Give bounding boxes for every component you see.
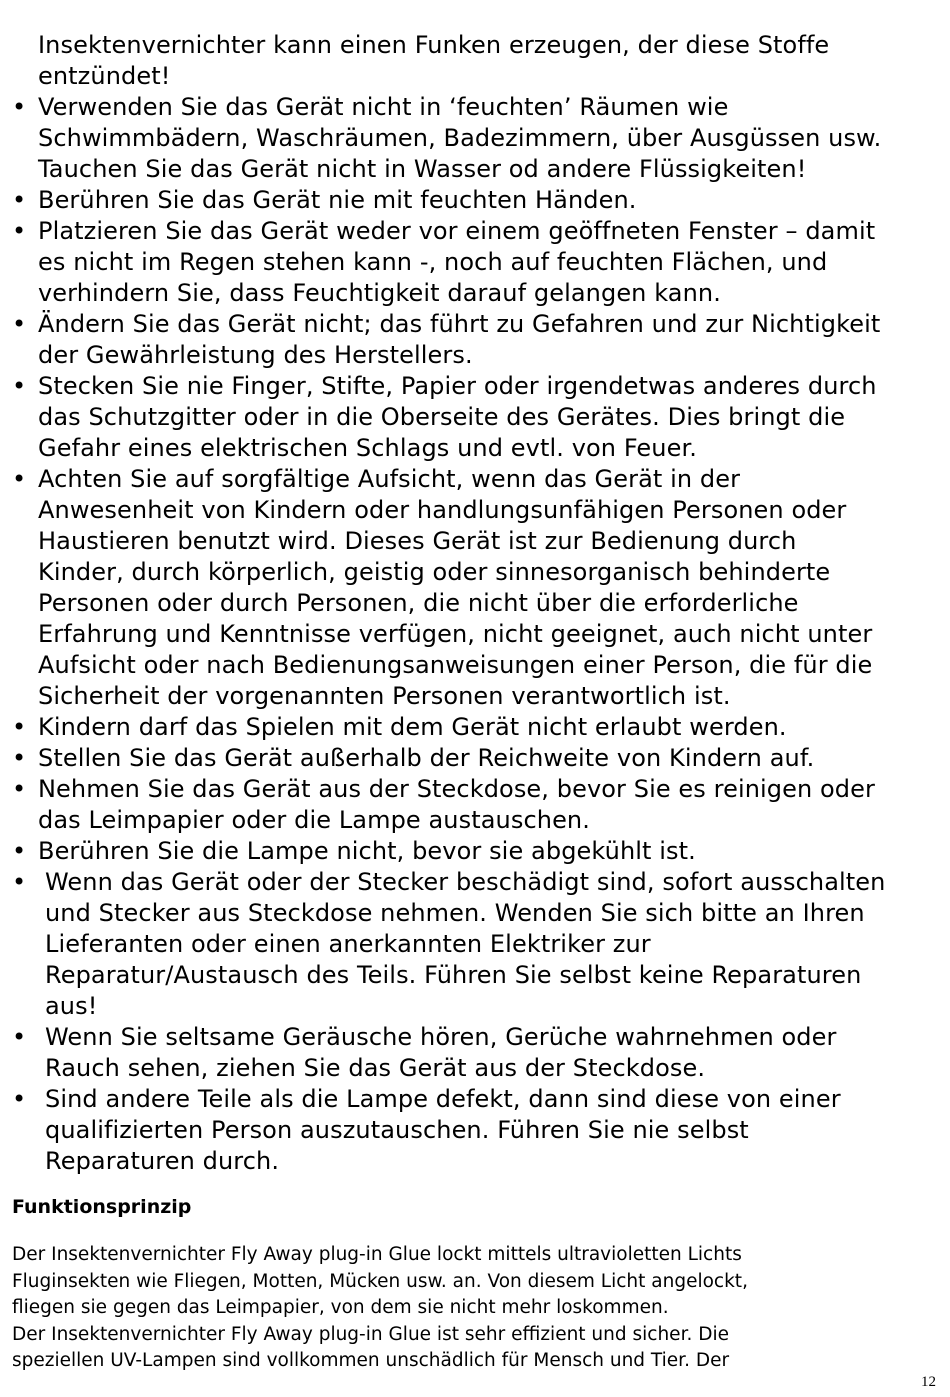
section-heading: Funktionsprinzip bbox=[12, 1196, 192, 1218]
bullet-marker: • bbox=[12, 372, 27, 400]
page-number: 12 bbox=[921, 1374, 936, 1390]
list-item bbox=[12, 185, 937, 216]
bullet-marker: • bbox=[12, 775, 27, 803]
bullet-marker: • bbox=[12, 1085, 27, 1113]
list-item bbox=[12, 712, 937, 743]
list-item bbox=[12, 371, 937, 464]
list-item-text: Kindern darf das Spielen mit dem Gerät nicht erlaubt werden. bbox=[38, 713, 787, 741]
bullet-marker: • bbox=[12, 93, 27, 121]
list-item bbox=[12, 92, 937, 185]
bullet-marker: • bbox=[12, 310, 27, 338]
list-item-text: Berühren Sie die Lampe nicht, bevor sie abgekühlt ist. bbox=[38, 837, 696, 865]
bullet-marker: • bbox=[12, 217, 27, 245]
list-item bbox=[12, 1084, 937, 1177]
list-item-text: Verwenden Sie das Gerät nicht in ‘feuchten’ Räumen wie Schwimmbädern, Waschräumen, Badezimmern, über Ausgüssen usw. Tauchen Sie das Gerät nicht in Wasser od andere Flüssigkeiten! bbox=[38, 93, 882, 183]
bullet-marker: • bbox=[12, 186, 27, 214]
list-item-text: Insektenvernichter kann einen Funken erzeugen, der diese Stoffe entzündet! bbox=[38, 31, 830, 90]
list-item bbox=[12, 743, 937, 774]
list-item-text: Stellen Sie das Gerät außerhalb der Reichweite von Kindern auf. bbox=[38, 744, 815, 772]
bullet-marker: • bbox=[12, 1023, 27, 1051]
safety-bullet-list bbox=[12, 30, 937, 1177]
list-item bbox=[12, 216, 937, 309]
bullet-marker: • bbox=[12, 744, 27, 772]
list-item bbox=[12, 464, 937, 712]
list-item-text: Achten Sie auf sorgfältige Aufsicht, wenn das Gerät in der Anwesenheit von Kindern oder handlungsunfähigen Personen oder Haustieren benutzt wird. Dieses Gerät ist zur Bedienung durch Kinder, durch körperlich, geistig oder sinnesorganisch behinderte Personen oder durch Personen, die nicht über die erforderliche Erfahrung und Kenntnisse verfügen, nicht geeignet, auch nicht unter Aufsicht oder nach Bedienungsanweisungen einer Person, die für die Sicherheit der vorgenannten Personen verantwortlich ist. bbox=[38, 465, 873, 710]
list-item-text: Ändern Sie das Gerät nicht; das führt zu Gefahren und zur Nichtigkeit der Gewährleistung des Herstellers. bbox=[38, 310, 881, 369]
bullet-marker: • bbox=[12, 868, 27, 896]
list-item-text: Wenn Sie seltsame Geräusche hören, Gerüche wahrnehmen oder Rauch sehen, ziehen Sie das Gerät aus der Steckdose. bbox=[45, 1023, 837, 1082]
list-item bbox=[12, 309, 937, 371]
list-item bbox=[12, 836, 937, 867]
bullet-marker: • bbox=[12, 465, 27, 493]
list-item-text: Stecken Sie nie Finger, Stifte, Papier oder irgendetwas anderes durch das Schutzgitter oder in die Oberseite des Gerätes. Dies bringt die Gefahr eines elektrischen Schlags und evtl. von Feuer. bbox=[38, 372, 877, 462]
list-item bbox=[12, 1022, 937, 1084]
section-body: Der Insektenvernichter Fly Away plug-in Glue lockt mittels ultravioletten Lichts Fluginsekten wie Fliegen, Motten, Mücken usw. an. Von diesem Licht angelockt, fliegen sie gegen das Leimpapier, von dem sie nicht mehr loskommen. Der Insektenvernichter Fly Away plug-in Glue ist sehr effizient und sicher. Die speziellen UV-Lampen sind vollkommen unschädlich für Mensch und Tier. Der bbox=[12, 1244, 748, 1371]
list-item-text: Platzieren Sie das Gerät weder vor einem geöffneten Fenster – damit es nicht im Regen stehen kann -, noch auf feuchten Flächen, und verhindern Sie, dass Feuchtigkeit darauf gelangen kann. bbox=[38, 217, 876, 307]
list-item-text: Berühren Sie das Gerät nie mit feuchten Händen. bbox=[38, 186, 637, 214]
bullet-marker: • bbox=[12, 837, 27, 865]
bullet-marker: • bbox=[12, 713, 27, 741]
list-item-text: Wenn das Gerät oder der Stecker beschädigt sind, sofort ausschalten und Stecker aus Steckdose nehmen. Wenden Sie sich bitte an Ihren Lieferanten oder einen anerkannten Elektriker zur Reparatur/Austausch des Teils. Führen Sie selbst keine Reparaturen aus! bbox=[45, 868, 886, 1020]
list-item-text: Nehmen Sie das Gerät aus der Steckdose, bevor Sie es reinigen oder das Leimpapier oder die Lampe austauschen. bbox=[38, 775, 875, 834]
list-item bbox=[12, 30, 937, 92]
list-item bbox=[12, 774, 937, 836]
list-item-text: Sind andere Teile als die Lampe defekt, dann sind diese von einer qualifizierten Person auszutauschen. Führen Sie nie selbst Reparaturen durch. bbox=[45, 1085, 841, 1175]
bullet-marker bbox=[12, 30, 38, 92]
list-item bbox=[12, 867, 937, 1022]
